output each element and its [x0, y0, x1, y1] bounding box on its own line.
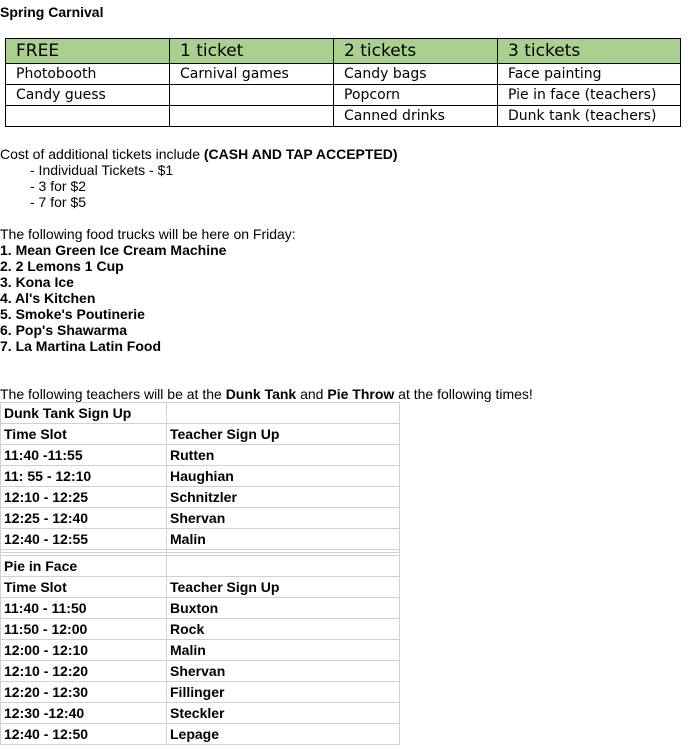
table-row	[1, 724, 400, 745]
time-slot: 11: 55 - 12:10	[1, 466, 167, 487]
time-slot: 12:40 - 12:55	[1, 529, 167, 550]
food-truck-item: 3. Kona Ice	[0, 274, 74, 290]
food-truck-item: 5. Smoke's Poutinerie	[0, 306, 145, 322]
time-slot: 12:30 -12:40	[1, 703, 167, 724]
food-truck-item: 4. Al's Kitchen	[0, 290, 96, 306]
teacher-name: Fillinger	[167, 682, 400, 703]
time-slot: 12:10 - 12:20	[1, 661, 167, 682]
teacher-name: Steckler	[167, 703, 400, 724]
food-truck-item: 6. Pop's Shawarma	[0, 322, 128, 338]
table-row	[1, 508, 400, 529]
table-row	[1, 529, 400, 550]
table-row	[1, 682, 400, 703]
table-row	[1, 598, 400, 619]
teacher-name: Schnitzler	[167, 487, 400, 508]
tickets-table	[5, 38, 681, 127]
time-slot: 11:40 - 11:50	[1, 598, 167, 619]
cost-payment-note: (CASH AND TAP ACCEPTED)	[203, 146, 398, 162]
table-row	[1, 445, 400, 466]
teacher-name: Lepage	[167, 724, 400, 745]
cost-intro	[0, 146, 398, 162]
teachers-intro-text: and	[296, 386, 328, 402]
cost-item: - 3 for $2	[30, 178, 87, 194]
teacher-name: Rutten	[167, 445, 400, 466]
table-cell: Popcorn	[334, 85, 498, 106]
cost-item: - 7 for $5	[30, 194, 87, 210]
food-truck-item: 7. La Martina Latin Food	[0, 338, 162, 354]
dunk-title: Dunk Tank Sign Up	[1, 403, 167, 424]
time-slot: 11:50 - 12:00	[1, 619, 167, 640]
cost-intro-text: Cost of additional tickets include	[0, 146, 204, 162]
table-cell	[6, 106, 170, 127]
pie-title-row	[1, 556, 400, 577]
table-row	[1, 619, 400, 640]
table-cell: Dunk tank (teachers)	[498, 106, 681, 127]
table-cell	[170, 106, 334, 127]
table-row	[1, 703, 400, 724]
pie-title: Pie in Face	[1, 556, 167, 577]
pie-col-time: Time Slot	[1, 577, 167, 598]
food-truck-item: 1. Mean Green Ice Cream Machine	[0, 242, 227, 258]
table-row	[6, 64, 681, 85]
table-row	[6, 106, 681, 127]
teacher-name: Malin	[167, 640, 400, 661]
table-row	[1, 661, 400, 682]
food-truck-item: 2. 2 Lemons 1 Cup	[0, 258, 124, 274]
signup-table	[0, 402, 400, 745]
table-cell: Carnival games	[170, 64, 334, 85]
teacher-name: Haughian	[167, 466, 400, 487]
time-slot: 12:25 - 12:40	[1, 508, 167, 529]
teachers-intro-pie: Pie Throw	[327, 386, 395, 402]
table-cell	[167, 403, 400, 424]
dunk-col-teacher: Teacher Sign Up	[167, 424, 400, 445]
tickets-header-row	[6, 39, 681, 64]
teachers-intro-text: at the following times!	[394, 386, 533, 402]
teacher-name: Shervan	[167, 508, 400, 529]
dunk-title-row	[1, 403, 400, 424]
time-slot: 11:40 -11:55	[1, 445, 167, 466]
cost-section	[0, 146, 398, 210]
table-cell	[170, 85, 334, 106]
table-cell: Face painting	[498, 64, 681, 85]
teacher-name: Buxton	[167, 598, 400, 619]
food-section	[0, 226, 296, 354]
table-row	[1, 466, 400, 487]
table-cell: Candy guess	[6, 85, 170, 106]
teachers-intro-dunk: Dunk Tank	[225, 386, 297, 402]
table-cell: Photobooth	[6, 64, 170, 85]
teacher-name: Rock	[167, 619, 400, 640]
dunk-col-time: Time Slot	[1, 424, 167, 445]
page-title: Spring Carnival	[0, 4, 104, 20]
teachers-intro	[0, 386, 533, 402]
dunk-header-row	[1, 424, 400, 445]
tickets-header-2: 2 tickets	[334, 39, 498, 64]
tickets-header-1: 1 ticket	[170, 39, 334, 64]
teacher-name: Malin	[167, 529, 400, 550]
table-row	[1, 487, 400, 508]
table-row	[1, 640, 400, 661]
pie-col-teacher: Teacher Sign Up	[167, 577, 400, 598]
tickets-header-free: FREE	[6, 39, 170, 64]
table-cell: Canned drinks	[334, 106, 498, 127]
tickets-header-3: 3 tickets	[498, 39, 681, 64]
cost-item: - Individual Tickets - $1	[30, 162, 174, 178]
table-row	[6, 85, 681, 106]
food-intro: The following food trucks will be here on Friday:	[0, 226, 296, 242]
time-slot: 12:20 - 12:30	[1, 682, 167, 703]
table-cell	[167, 556, 400, 577]
table-cell: Pie in face (teachers)	[498, 85, 681, 106]
teachers-intro-text: The following teachers will be at the	[0, 386, 226, 402]
time-slot: 12:40 - 12:50	[1, 724, 167, 745]
time-slot: 12:10 - 12:25	[1, 487, 167, 508]
table-cell: Candy bags	[334, 64, 498, 85]
teacher-name: Shervan	[167, 661, 400, 682]
time-slot: 12:00 - 12:10	[1, 640, 167, 661]
pie-header-row	[1, 577, 400, 598]
